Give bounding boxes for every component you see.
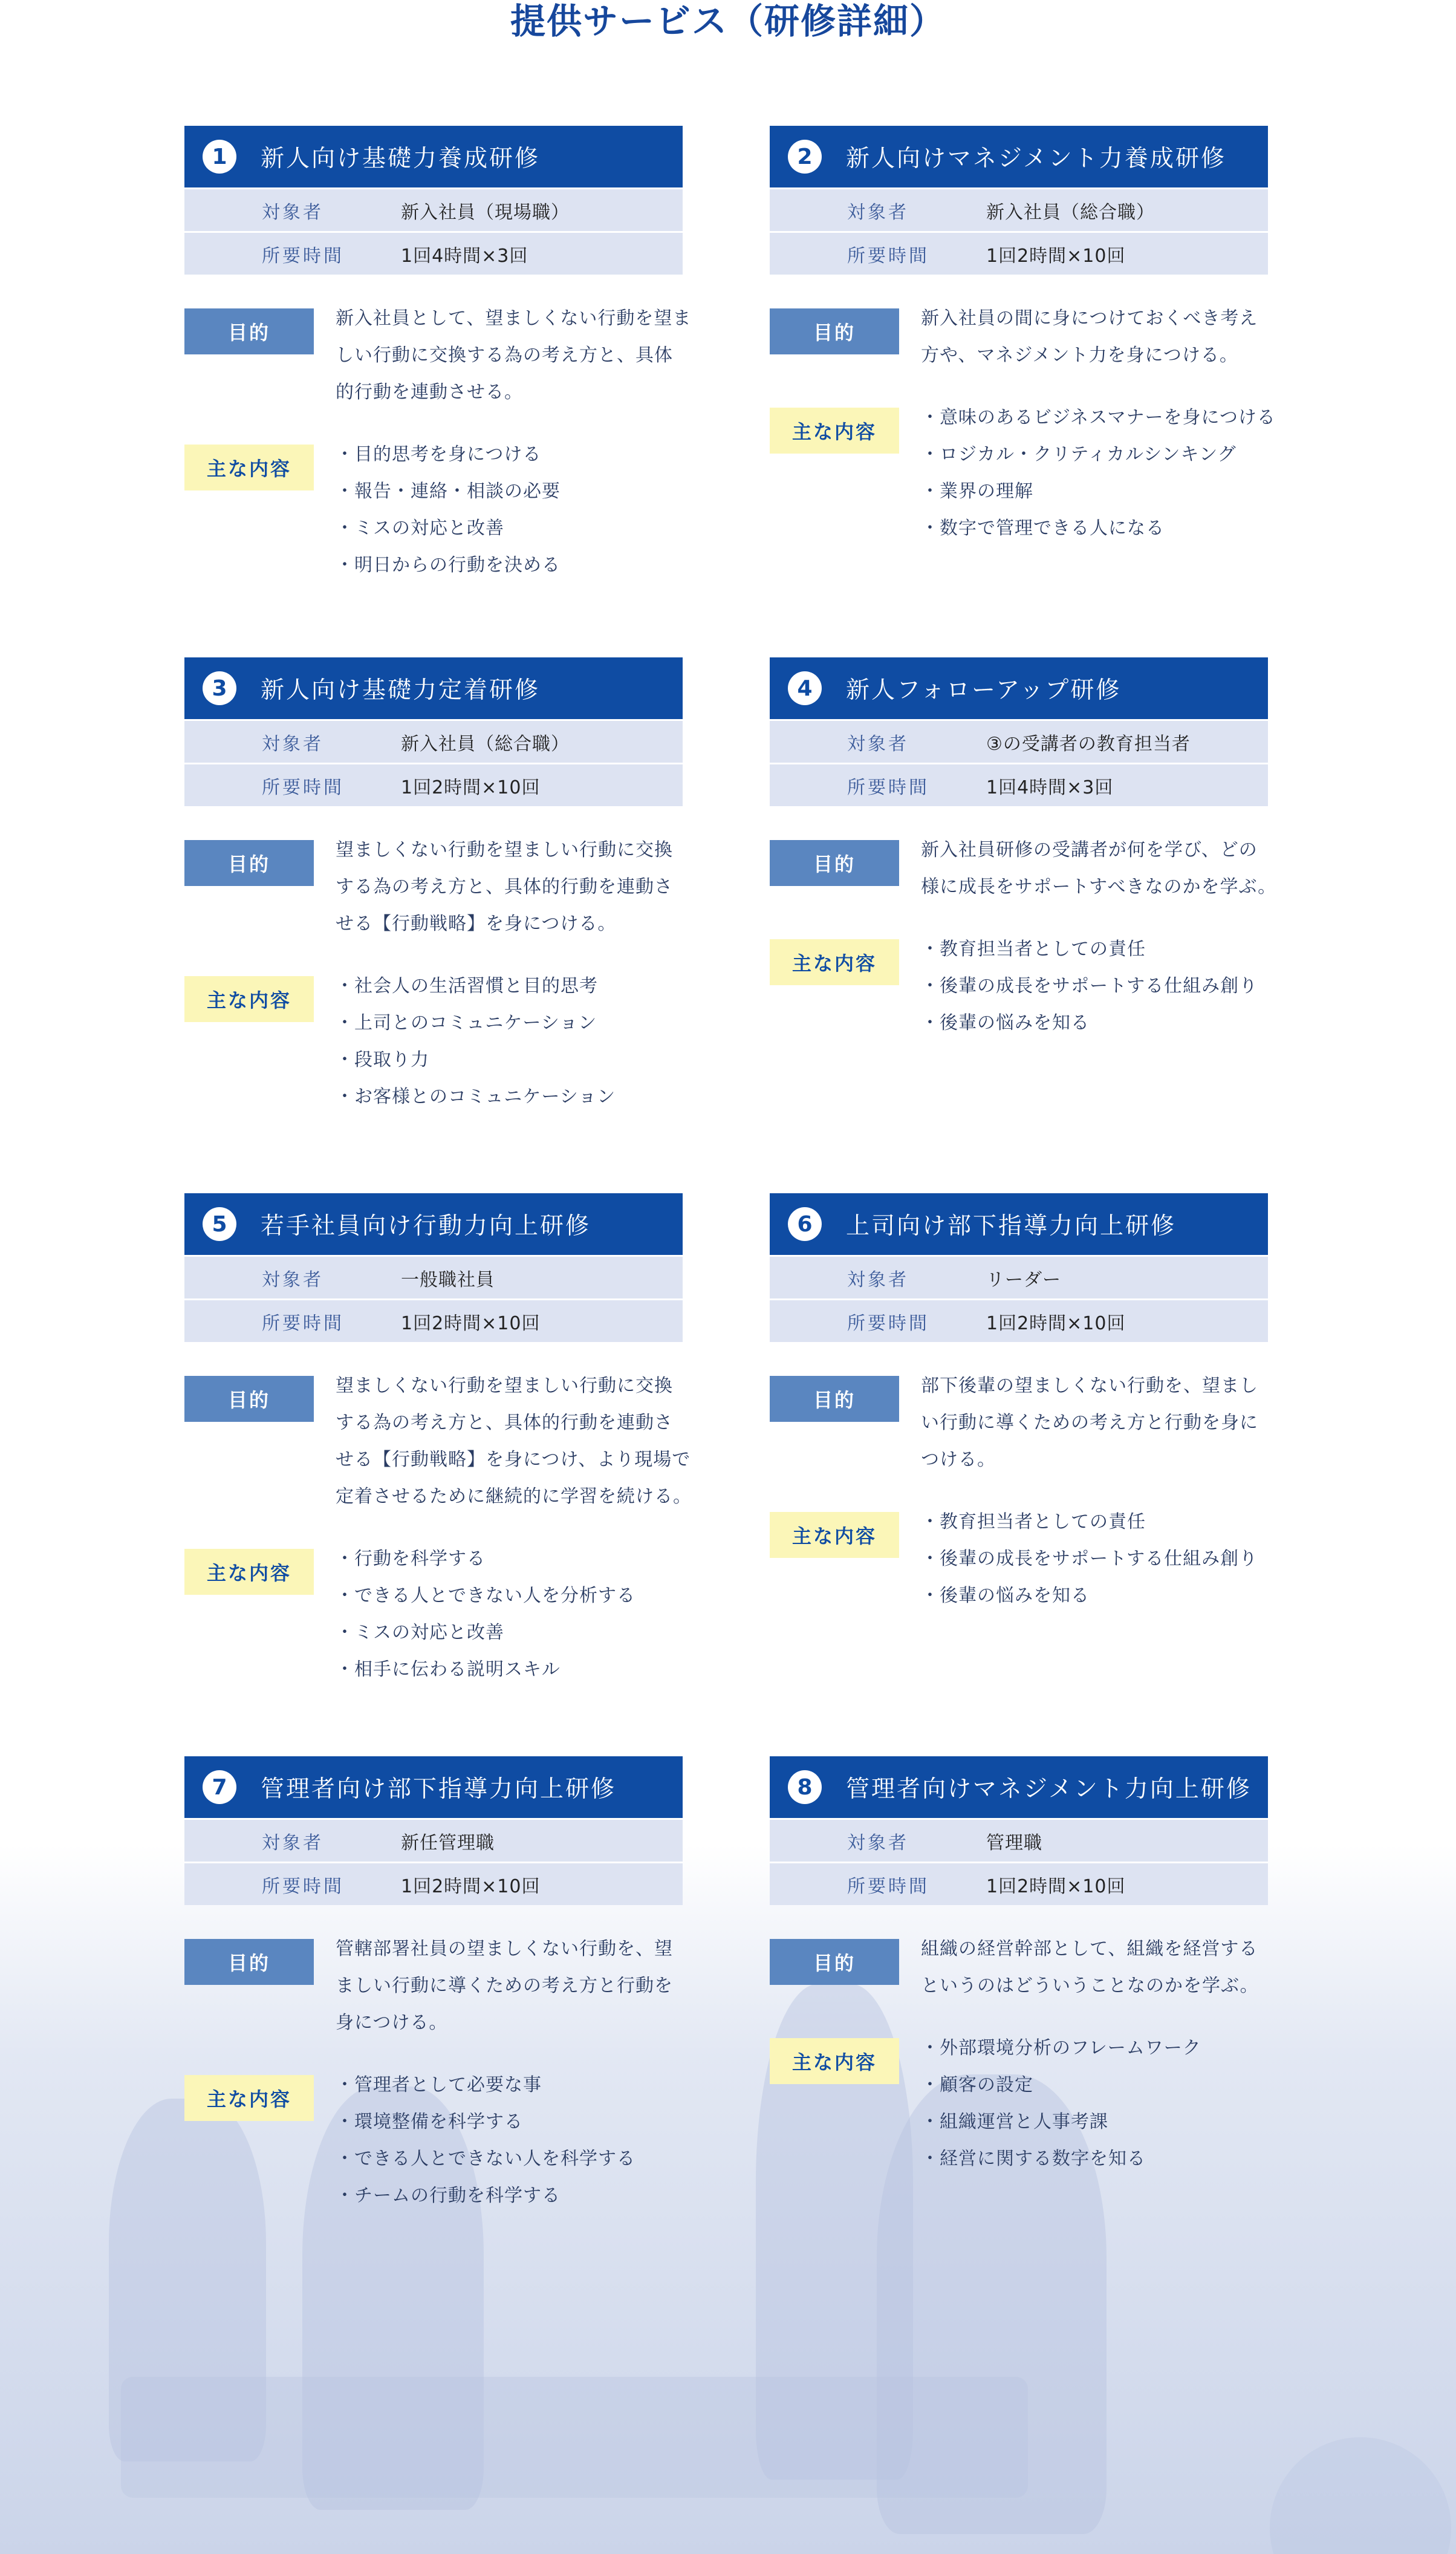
content-section	[770, 1512, 1268, 1614]
target-value: 新入社員（総合職）	[986, 201, 1155, 223]
purpose-line: 新入社員として、望ましくない行動を望ま	[336, 308, 692, 329]
duration-value: 1回2時間×10回	[401, 1312, 541, 1334]
content-tag: 主な内容	[184, 1549, 314, 1595]
duration-row	[770, 1862, 1268, 1905]
purpose-line: 部下後輩の望ましくない行動を、望まし	[921, 1375, 1258, 1396]
purpose-line: 身につける。	[336, 2012, 448, 2033]
content-item: ・上司とのコミュニケーション	[336, 1012, 597, 1034]
card-header	[184, 126, 683, 187]
target-row	[184, 719, 683, 763]
content-item: ・明日からの行動を決める	[336, 555, 561, 576]
purpose-line: する為の考え方と、具体的行動を連動さ	[336, 876, 673, 897]
purpose-line: 管轄部署社員の望ましくない行動を、望	[336, 1938, 673, 1959]
content-item: ・意味のあるビジネスマナーを身につける	[921, 407, 1276, 428]
duration-value: 1回4時間×3回	[401, 245, 528, 267]
purpose-line: 新入社員研修の受講者が何を学び、どの	[921, 839, 1258, 861]
purpose-line: というのはどういうことなのかを学ぶ。	[921, 1975, 1259, 1996]
duration-value: 1回2時間×10回	[401, 1875, 541, 1897]
course-card	[184, 1193, 692, 1688]
content-item: ・チームの行動を科学する	[336, 2185, 561, 2206]
card-number-badge: 4	[788, 671, 822, 705]
target-label: 対象者	[847, 1832, 909, 1854]
content-list	[336, 1540, 635, 1688]
target-value: 新任管理職	[401, 1832, 495, 1854]
card-title: 新人向け基礎力定着研修	[261, 677, 541, 704]
target-label: 対象者	[262, 1832, 323, 1854]
card-number-badge: 1	[203, 140, 236, 174]
content-item: ・後輩の悩みを知る	[921, 1585, 1090, 1606]
purpose-tag: 目的	[770, 840, 899, 886]
card-header	[184, 657, 683, 719]
duration-value: 1回2時間×10回	[401, 777, 541, 798]
content-item: ・後輩の成長をサポートする仕組み創り	[921, 1548, 1258, 1569]
target-label: 対象者	[847, 733, 909, 755]
target-value: 一般職社員	[401, 1269, 495, 1291]
target-value: ③の受講者の教育担当者	[986, 733, 1191, 755]
card-header	[770, 1193, 1268, 1255]
content-item: ・できる人とできない人を分析する	[336, 1585, 635, 1606]
content-item: ・管理者として必要な事	[336, 2074, 542, 2096]
duration-label: 所要時間	[262, 777, 344, 798]
duration-value: 1回4時間×3回	[986, 777, 1114, 798]
course-card	[770, 657, 1277, 1041]
target-row	[184, 1818, 683, 1862]
target-row	[184, 187, 683, 231]
target-value: 新入社員（現場職）	[401, 201, 570, 223]
content-list	[336, 436, 561, 584]
purpose-tag: 目的	[184, 308, 314, 354]
target-label: 対象者	[262, 201, 323, 223]
duration-row	[184, 1862, 683, 1905]
card-title: 上司向け部下指導力向上研修	[846, 1213, 1177, 1240]
target-value: 新入社員（総合職）	[401, 733, 570, 755]
purpose-section	[184, 840, 683, 942]
purpose-line: 組織の経営幹部として、組織を経営する	[921, 1938, 1258, 1959]
content-tag: 主な内容	[770, 2038, 899, 2084]
card-title: 管理者向け部下指導力向上研修	[261, 1776, 617, 1803]
duration-label: 所要時間	[262, 1875, 344, 1897]
purpose-line: する為の考え方と、具体的行動を連動さ	[336, 1412, 673, 1433]
duration-label: 所要時間	[847, 1875, 929, 1897]
duration-value: 1回2時間×10回	[986, 1875, 1126, 1897]
purpose-line: 望ましくない行動を望ましい行動に交換	[336, 1375, 673, 1396]
content-list	[921, 1503, 1258, 1614]
card-number-badge: 6	[788, 1207, 822, 1241]
purpose-line: 望ましくない行動を望ましい行動に交換	[336, 839, 673, 861]
card-title: 新人フォローアップ研修	[846, 677, 1122, 704]
purpose-line: ましい行動に導くための考え方と行動を	[336, 1975, 673, 1996]
content-item: ・ロジカル・クリティカルシンキング	[921, 444, 1237, 465]
content-tag: 主な内容	[184, 2075, 314, 2121]
content-tag: 主な内容	[184, 976, 314, 1022]
card-header	[184, 1756, 683, 1818]
purpose-line: 的行動を連動させる。	[336, 382, 523, 403]
content-section	[770, 407, 1276, 547]
purpose-section	[770, 1376, 1268, 1478]
purpose-line: 新入社員の間に身につけておくべき考え	[921, 308, 1258, 329]
purpose-text	[336, 1367, 692, 1515]
purpose-line: 定着させるために継続的に学習を続ける。	[336, 1486, 692, 1507]
card-number-badge: 5	[203, 1207, 236, 1241]
content-item: ・ミスの対応と改善	[336, 518, 504, 539]
content-item: ・業界の理解	[921, 481, 1033, 502]
content-item: ・段取り力	[336, 1049, 429, 1070]
content-section	[770, 939, 1268, 1041]
content-section	[184, 445, 683, 584]
content-tag: 主な内容	[770, 408, 899, 454]
purpose-tag: 目的	[184, 1939, 314, 1985]
purpose-section	[184, 308, 692, 411]
content-section	[184, 2075, 683, 2214]
purpose-line: 方や、マネジメント力を身につける。	[921, 345, 1238, 366]
target-label: 対象者	[262, 1269, 323, 1291]
target-value: リーダー	[986, 1269, 1061, 1291]
purpose-line: しい行動に交換する為の考え方と、具体	[336, 345, 673, 366]
content-item: ・顧客の設定	[921, 2074, 1033, 2096]
card-title: 管理者向けマネジメント力向上研修	[846, 1776, 1252, 1803]
content-item: ・教育担当者としての責任	[921, 939, 1146, 960]
target-row	[770, 187, 1268, 231]
content-item: ・数字で管理できる人になる	[921, 518, 1165, 539]
purpose-section	[184, 1375, 692, 1515]
course-card	[184, 657, 683, 1115]
purpose-section	[770, 1939, 1268, 2004]
target-label: 対象者	[847, 1269, 909, 1291]
purpose-tag: 目的	[184, 1376, 314, 1422]
duration-row	[770, 231, 1268, 275]
card-number-badge: 8	[788, 1770, 822, 1804]
card-header	[184, 1193, 683, 1255]
course-card	[770, 1756, 1268, 2177]
duration-row	[184, 1298, 683, 1342]
card-title: 若手社員向け行動力向上研修	[261, 1213, 591, 1240]
card-header	[770, 1756, 1268, 1818]
content-item: ・相手に伝わる説明スキル	[336, 1659, 561, 1680]
content-section	[184, 976, 683, 1115]
content-item: ・外部環境分析のフレームワーク	[921, 2038, 1201, 2059]
purpose-line: 様に成長をサポートすべきなのかを学ぶ。	[921, 876, 1277, 897]
target-row	[770, 1255, 1268, 1298]
target-label: 対象者	[262, 733, 323, 755]
duration-row	[770, 763, 1268, 806]
content-tag: 主な内容	[184, 445, 314, 490]
target-row	[770, 719, 1268, 763]
content-item: ・後輩の成長をサポートする仕組み創り	[921, 976, 1258, 997]
duration-row	[184, 231, 683, 275]
card-title: 新人向け基礎力養成研修	[261, 145, 541, 172]
card-title: 新人向けマネジメント力養成研修	[846, 145, 1226, 172]
content-item: ・ミスの対応と改善	[336, 1622, 504, 1643]
content-item: ・行動を科学する	[336, 1548, 486, 1569]
card-number-badge: 2	[788, 140, 822, 174]
purpose-line: つける。	[921, 1449, 996, 1470]
course-card	[184, 126, 692, 584]
purpose-text	[921, 1367, 1258, 1478]
content-tag: 主な内容	[770, 939, 899, 985]
purpose-section	[770, 839, 1277, 905]
content-item: ・社会人の生活習慣と目的思考	[336, 976, 598, 997]
purpose-tag: 目的	[770, 1376, 899, 1422]
content-section	[770, 2038, 1268, 2177]
duration-label: 所要時間	[847, 1312, 929, 1334]
duration-value: 1回2時間×10回	[986, 1312, 1126, 1334]
purpose-text	[921, 300, 1258, 374]
purpose-section	[184, 1939, 683, 2041]
purpose-section	[770, 308, 1268, 374]
content-item: ・報告・連絡・相談の必要	[336, 481, 561, 502]
purpose-text	[336, 832, 673, 942]
duration-value: 1回2時間×10回	[986, 245, 1126, 267]
content-list	[921, 2030, 1201, 2177]
content-list	[921, 399, 1276, 547]
content-item: ・組織運営と人事考課	[921, 2111, 1108, 2132]
content-list	[336, 968, 616, 1115]
content-list	[336, 2067, 635, 2214]
content-tag: 主な内容	[770, 1512, 899, 1558]
duration-label: 所要時間	[847, 245, 929, 267]
content-item: ・環境整備を科学する	[336, 2111, 523, 2132]
card-header	[770, 126, 1268, 187]
duration-label: 所要時間	[847, 777, 929, 798]
page-title: 提供サービス（研修詳細）	[510, 1, 946, 42]
content-item: ・できる人とできない人を科学する	[336, 2148, 635, 2169]
content-item: ・後輩の悩みを知る	[921, 1012, 1090, 1034]
target-row	[770, 1818, 1268, 1862]
card-header	[770, 657, 1268, 719]
purpose-text	[336, 300, 691, 411]
card-number-badge: 7	[203, 1770, 236, 1804]
content-item: ・経営に関する数字を知る	[921, 2148, 1146, 2169]
purpose-tag: 目的	[184, 840, 314, 886]
content-section	[184, 1549, 683, 1688]
card-number-badge: 3	[203, 671, 236, 705]
purpose-text	[336, 1930, 673, 2041]
content-item: ・目的思考を身につける	[336, 444, 542, 465]
target-row	[184, 1255, 683, 1298]
purpose-text	[921, 832, 1276, 905]
course-card	[770, 1193, 1268, 1614]
duration-label: 所要時間	[262, 1312, 344, 1334]
purpose-line: い行動に導くための考え方と行動を身に	[921, 1412, 1258, 1433]
duration-row	[770, 1298, 1268, 1342]
content-list	[921, 931, 1258, 1041]
course-card	[770, 126, 1276, 547]
purpose-text	[921, 1930, 1259, 2004]
purpose-tag: 目的	[770, 308, 899, 354]
target-label: 対象者	[847, 201, 909, 223]
purpose-tag: 目的	[770, 1939, 899, 1985]
purpose-line: せる【行動戦略】を身につけ、より現場で	[336, 1449, 691, 1470]
course-card	[184, 1756, 683, 2214]
content-item: ・教育担当者としての責任	[921, 1511, 1146, 1533]
content-item: ・お客様とのコミュニケーション	[336, 1086, 616, 1107]
purpose-line: せる【行動戦略】を身につける。	[336, 913, 617, 934]
duration-row	[184, 763, 683, 806]
duration-label: 所要時間	[262, 245, 344, 267]
target-value: 管理職	[986, 1832, 1042, 1854]
